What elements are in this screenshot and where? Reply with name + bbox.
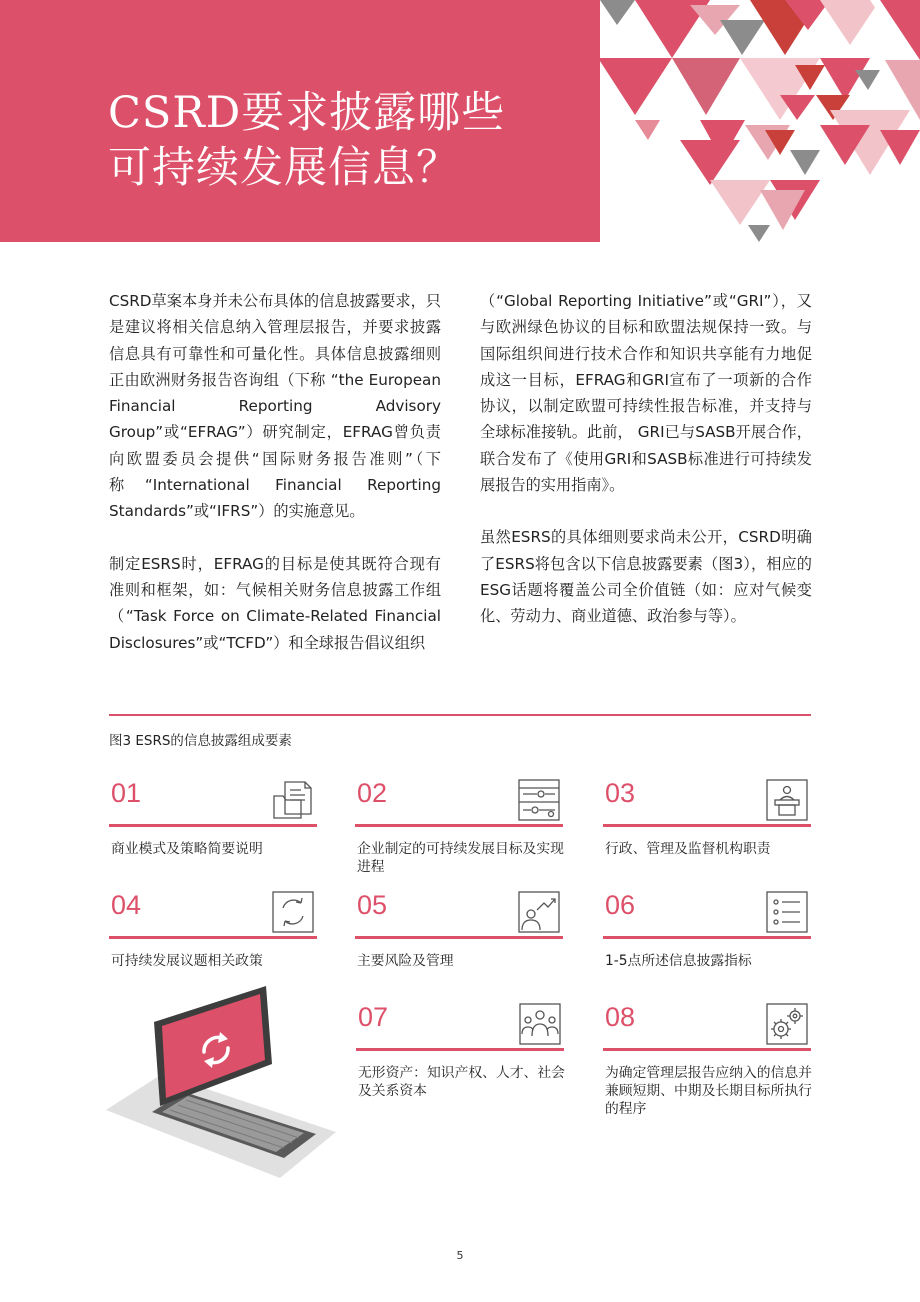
item-underline bbox=[109, 824, 317, 827]
item-number: 05 bbox=[357, 890, 388, 920]
item-label: 1-5点所述信息披露指标 bbox=[605, 953, 752, 969]
item-underline bbox=[355, 824, 563, 827]
item-number: 01 bbox=[111, 778, 142, 808]
figure-divider bbox=[109, 714, 811, 716]
item-underline bbox=[603, 824, 811, 827]
item-label: 为确定管理层报告应纳入的信息并兼顾短期、中期及长期目标所执行的程序 bbox=[605, 1065, 812, 1117]
page-number: 5 bbox=[456, 1249, 464, 1262]
item-number: 07 bbox=[358, 1002, 389, 1032]
item-number: 03 bbox=[605, 778, 636, 808]
paragraph: （“Global Reporting Initiative”或“GRI”），又与欧洲绿色协议的目标和欧盟法规保持一致。与国际组织间进行技术合作和知识共享能有力地促成这一目标，EFRAG和GRI宣布了一项新的合作协议，以制定欧盟可持续性报告标准，并支持与全球标准接轨。此前， GRI已与SASB开展合作，联合发布了《使用GRI和SASB标准进行可持续发展报告的实用指南》。 bbox=[480, 292, 812, 495]
paragraph: 制定ESRS时，EFRAG的目标是使其既符合现有准则和框架，如：气候相关财务信息披露工作组（“Task Force on Climate-Related Financial Disclosures”或“TCFD”）和全球报告倡议组织 bbox=[109, 554, 441, 652]
body-column-right bbox=[480, 288, 812, 656]
item-underline bbox=[355, 936, 563, 939]
item-label: 商业模式及策略简要说明 bbox=[111, 841, 263, 857]
gears-icon bbox=[765, 1002, 809, 1046]
title-line-1: CSRD要求披露哪些 bbox=[108, 88, 506, 138]
body-column-left bbox=[109, 288, 441, 682]
presenter-chart-icon bbox=[517, 890, 561, 934]
item-number: 02 bbox=[357, 778, 388, 808]
item-label: 可持续发展议题相关政策 bbox=[111, 953, 263, 969]
item-number: 06 bbox=[605, 890, 636, 920]
item-number: 08 bbox=[605, 1002, 636, 1032]
folder-document-icon bbox=[271, 778, 315, 822]
item-underline bbox=[603, 936, 811, 939]
item-label: 主要风险及管理 bbox=[357, 953, 454, 969]
item-label: 无形资产：知识产权、人才、社会及关系资本 bbox=[358, 1065, 565, 1099]
item-label: 企业制定的可持续发展目标及实现进程 bbox=[357, 841, 564, 875]
title-line-2: 可持续发展信息？ bbox=[108, 143, 460, 193]
people-group-icon bbox=[518, 1002, 562, 1046]
item-underline bbox=[109, 936, 317, 939]
decorative-triangle-pattern bbox=[580, 0, 920, 250]
checklist-icon bbox=[765, 890, 809, 934]
item-underline bbox=[356, 1048, 564, 1051]
podium-icon bbox=[765, 778, 809, 822]
paragraph: 虽然ESRS的具体细则要求尚未公开，CSRD明确了ESRS将包含以下信息披露要素（图3），相应的ESG话题将覆盖公司全价值链（如：应对气候变化、劳动力、商业道德、政治参与等）。 bbox=[480, 528, 812, 626]
figure-caption: 图3 ESRS的信息披露组成要素 bbox=[109, 733, 292, 749]
settings-panel-icon bbox=[517, 778, 561, 822]
laptop-illustration bbox=[104, 982, 336, 1182]
item-number: 04 bbox=[111, 890, 142, 920]
paragraph: CSRD草案本身并未公布具体的信息披露要求，只是建议将相关信息纳入管理层报告，并要求披露信息具有可靠性和可量化性。具体信息披露细则正由欧洲财务报告咨询组（下称 “the European Financial Reporting Advisory Group”或“EFRAG”）研究制定，EFRAG曾负责向欧盟委员会提供“国际财务报告准则”（下称“International Financial Reporting Standards”或“IFRS”）的实施意见。 bbox=[109, 292, 441, 521]
cycle-arrows-icon bbox=[271, 890, 315, 934]
page-title bbox=[108, 86, 588, 196]
item-underline bbox=[603, 1048, 811, 1051]
item-label: 行政、管理及监督机构职责 bbox=[605, 841, 771, 857]
